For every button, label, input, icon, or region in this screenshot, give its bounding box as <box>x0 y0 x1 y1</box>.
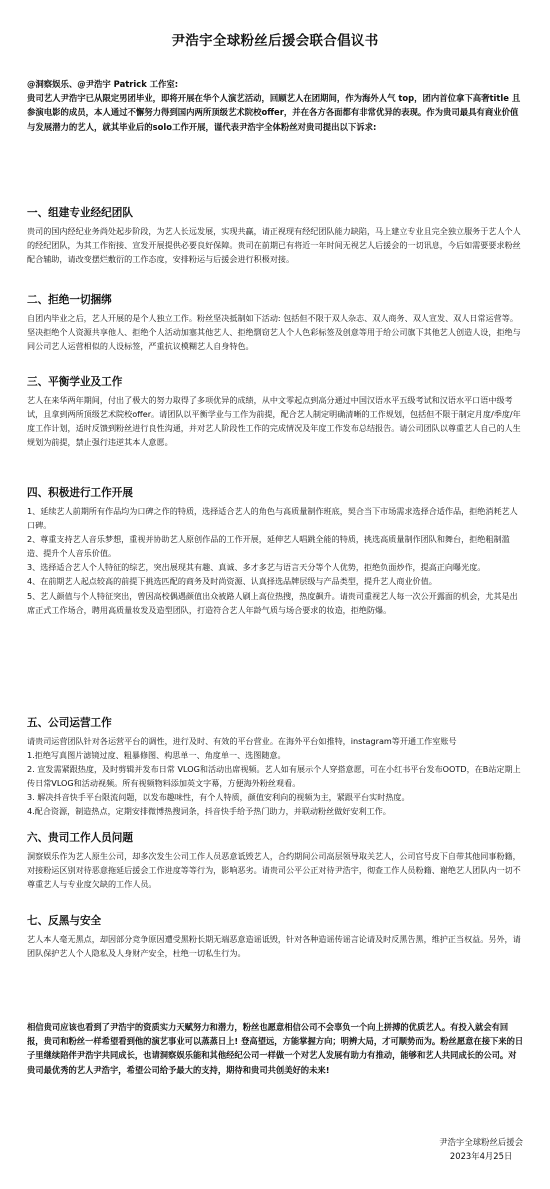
intro-block <box>27 77 524 134</box>
section-heading: 七、反黑与安全 <box>27 915 102 927</box>
section-paragraph: 洞察娱乐作为艺人原生公司，却多次发生公司工作人员恶意诋毁艺人，合约期间公司高层领导取关艺人，公司官号皮下自带其他同事粉籍，对接粉运区别对待恶意拖延后援会工作进度等等行为，影响恶劣。请贵司公平公正对待尹浩宇，彻查工作人员粉籍、谢绝艺人团队内一切不尊重艺人与专业度欠缺的工作人员。 <box>27 851 521 890</box>
section-paragraph: 2. 宣发需紧跟热度，及时剪辑并发布日常 VLOG和活动出席视频。艺人如有展示个人穿搭意愿，可在小红书平台发布OOTD，在B站定期上传日常VLOG和活动视频。所有视频物料添加英文字幕，方便海外粉丝观看。 <box>27 764 521 789</box>
signature-block <box>439 1135 523 1163</box>
section-3 <box>27 375 524 449</box>
section-paragraph: 5、艺人颜值与个人特征突出，曾因高校偶遇颜值出众被路人刷上高位热搜，热度飙升。请贵司重视艺人每一次公开露面的机会，尤其是出席正式工作场合，聘用高质量妆发及造型团队，打造符合艺人年龄气质与场合要求的妆造，拒绝防爆。 <box>27 590 518 615</box>
section-1 <box>27 206 524 266</box>
section-heading: 二、拒绝一切捆绑 <box>27 294 112 306</box>
section-paragraph: 3. 解决抖音快手平台限流问题，以发布趣味性，有个人特质，颜值安利向的视频为主，紧跟平台实时热度。 <box>27 792 410 803</box>
closing-block <box>27 1020 524 1077</box>
section-paragraph: 3、选择适合艺人个人特征的综艺，突出展现其有趣、真诚、多才多艺与语言天分等个人优势，拒绝负面炒作，提高正向曝光度。 <box>27 562 486 573</box>
section-paragraph: 艺人本人毫无黑点，却因部分竞争原因遭受黑粉长期无端恶意造谣诋毁，针对各种造谣传谣言论请及时反黑告黑，维护正当权益。另外，请团队保护艺人个人隐私及人身财产安全，杜绝一切私生行为。 <box>27 934 521 959</box>
section-paragraph: 4.配合资源，制造热点，定期安排微博热搜词条，抖音快手给予热门助力，并联动粉丝做好安利工作。 <box>27 806 391 817</box>
section-heading: 一、组建专业经纪团队 <box>27 207 133 219</box>
section-heading: 三、平衡学业及工作 <box>27 376 123 388</box>
section-paragraph: 贵司的国内经纪业务尚处起步阶段，为艺人长远发展，实现共赢，请正视现有经纪团队能力缺陷，马上建立专业且完全独立服务于艺人个人的经纪团队，为其工作衔接、宣发开展提供必要良好保障。贵司在前期已有将近一年时间无视艺人后援会的一切讯息，今后如需要要求粉丝配合辅助，请改变摆烂敷衍的工作态度，安排粉运与后援会进行积极对接。 <box>27 226 521 265</box>
section-4 <box>27 486 524 617</box>
section-paragraph: 请贵司运营团队针对各运营平台的调性，进行及时、有效的平台营业。在海外平台如推特，instagram等开通工作室账号 <box>27 736 457 746</box>
section-paragraph: 1.拒绝写真图片滤镜过度、粗暴修图、构思单一、角度单一、选图随意。 <box>27 750 286 761</box>
section-paragraph: 2、尊重支持艺人音乐梦想，重视并协助艺人原创作品的工作开展，延伸艺人唱跳全能的特质，挑选高质量制作团队和舞台，拒绝粗制滥造、提升个人音乐价值。 <box>27 534 510 559</box>
section-heading: 五、公司运营工作 <box>27 717 112 729</box>
section-7 <box>27 914 524 960</box>
signature-date: 2023年4月25日 <box>449 1151 513 1161</box>
salutation: @洞察娱乐、@尹浩宇 Patrick 工作室: <box>27 79 179 89</box>
section-6 <box>27 831 524 891</box>
section-paragraph: 4、在前期艺人起点较高的前提下挑选匹配的商务及时尚资源、认真择选品牌层级与产品类型，提升艺人商业价值。 <box>27 576 437 587</box>
section-paragraph: 自团内毕业之后，艺人开展的是个人独立工作。粉丝坚决抵制如下活动: 包括但不限于双人杂志、双人商务、双人宣发、双人日常运营等。坚决拒绝个人资源共享他人、拒绝个人活动加塞其他艺人、拒绝剽窃艺人个人色彩标签及创意等用于给公司旗下其他艺人创造人设，拒绝与同公司艺人运营相似的人设标签，严重抗议模糊艺人自身特色。 <box>27 313 521 352</box>
section-paragraph: 艺人在来华两年期间，付出了极大的努力取得了多项优异的成绩，从中文零起点到高分通过中国汉语水平五级考试和汉语水平口语中级考试，且拿到两所顶级艺术院校offer。请团队以平衡学业与工作为前提，配合艺人制定明确清晰的工作规划，包括但不限于制定月度/季度/年度工作计划，适时反馈到粉丝进行良性沟通，并对艺人阶段性工作的完成情况及年度工作发布总结报告。请公司团队以尊重艺人自己的人生规划为前提，禁止强行违逆其本人意愿。 <box>27 395 521 448</box>
closing-paragraph: 相信贵司应该也看到了尹浩宇的资质实力天赋努力和潜力，粉丝也愿意相信公司不会辜负一个向上拼搏的优质艺人。有投入就会有回报，贵司和粉丝一样希望看到他的演艺事业可以蒸蒸日上! 登高望远，方能掌握方向；明辨大局，才可顺势而为。粉丝愿意在接下来的日子里继续陪伴尹浩宇共同成长，也请洞察娱乐能和其他经纪公司一样做一个对艺人发展有助力有推动，能够和艺人共同成长的公司。对贵司最优秀的艺人尹浩宇，希望公司给予最大的支持，期待和贵司共创美好的未来! <box>27 1022 524 1075</box>
section-5 <box>27 716 524 819</box>
document-title: 尹浩宇全球粉丝后援会联合倡议书 <box>171 33 379 49</box>
signature-org: 尹浩宇全球粉丝后援会 <box>439 1137 523 1147</box>
section-2 <box>27 293 524 353</box>
intro-paragraph: 贵司艺人尹浩宇已从限定男团毕业，即将开展在华个人演艺活动，回顾艺人在团期间，作为海外人气 top，团内首位拿下高奢title 且参演电影的成员，本人通过不懈努力得到国内两所顶级艺术院校offer，并在各方各面都有非常优异的表现。作为贵司最具有商业价值与发展潜力的艺人，就其毕业后的solo工作开展，谨代表尹浩宇全体粉丝对贵司提出以下诉求: <box>27 93 521 132</box>
section-heading: 四、积极进行工作开展 <box>27 487 133 499</box>
section-paragraph: 1、延续艺人前期所有作品均为口碑之作的特质，选择适合艺人的角色与高质量制作班底，契合当下市场需求选择合适作品，拒绝消耗艺人口碑。 <box>27 506 518 531</box>
section-heading: 六、贵司工作人员问题 <box>27 832 133 844</box>
